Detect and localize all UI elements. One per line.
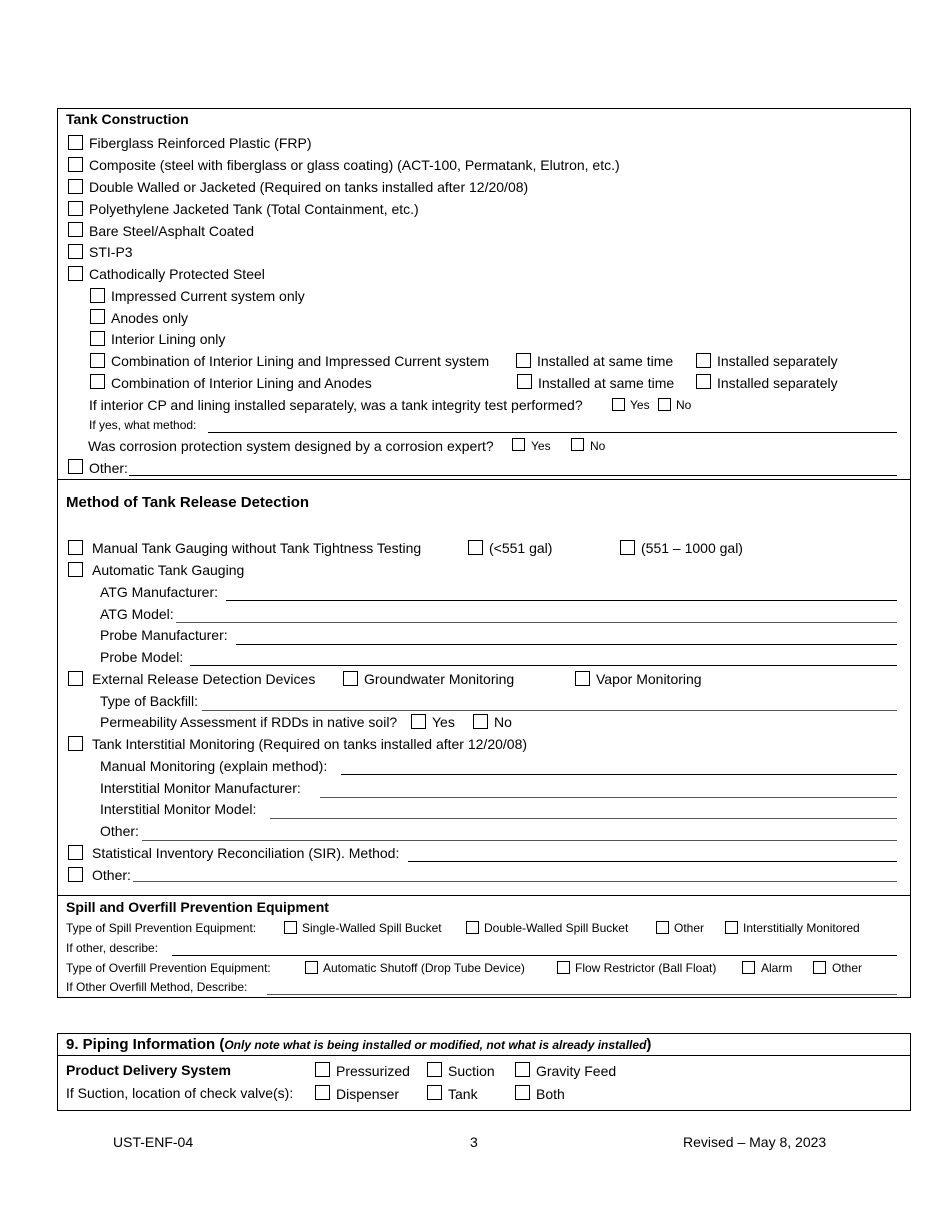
- spill-other-label: Other: [674, 921, 705, 935]
- interstitial-label: Tank Interstitial Monitoring (Required on tanks installed after 12/20/08): [92, 736, 528, 752]
- probe-manufacturer-label: Probe Manufacturer:: [100, 627, 228, 643]
- interstitially-label: Interstitially Monitored: [743, 921, 860, 935]
- interstitially-checkbox[interactable]: [725, 921, 738, 934]
- combo-impressed-checkbox[interactable]: [90, 353, 105, 368]
- permeability-label: Permeability Assessment if RDDs in native soil?: [100, 714, 398, 730]
- double-walled-bucket-checkbox[interactable]: [466, 921, 479, 934]
- external-checkbox[interactable]: [68, 671, 83, 686]
- flow-restrictor-checkbox[interactable]: [557, 961, 570, 974]
- suction-label: Suction: [448, 1063, 495, 1079]
- if-other-overfill-label: If Other Overfill Method, Describe:: [66, 980, 248, 994]
- piping-title-note: Only note what is being installed or modified, not what is already installed: [224, 1038, 647, 1052]
- both-label: Both: [536, 1086, 565, 1102]
- integrity-test-question: If interior CP and lining installed separately, was a tank integrity test performed?: [89, 397, 583, 413]
- anodes-only-checkbox[interactable]: [90, 309, 105, 324]
- alarm-label: Alarm: [761, 961, 793, 975]
- permeability-yes-checkbox[interactable]: [411, 714, 426, 729]
- probe-manufacturer-field[interactable]: [236, 644, 897, 645]
- manual-monitoring-field[interactable]: [341, 774, 897, 775]
- combo1-same-time-checkbox[interactable]: [516, 353, 531, 368]
- double-walled-bucket-label: Double-Walled Spill Bucket: [484, 921, 629, 935]
- footer-revised: Revised – May 8, 2023: [683, 1134, 827, 1150]
- interstitial-checkbox[interactable]: [68, 736, 83, 751]
- polyethylene-checkbox[interactable]: [68, 201, 83, 216]
- alarm-checkbox[interactable]: [742, 961, 755, 974]
- integrity-no-label: No: [676, 398, 692, 412]
- release-other-sub-field[interactable]: [142, 840, 897, 841]
- single-walled-checkbox[interactable]: [284, 921, 297, 934]
- combo1-separately-label: Installed separately: [717, 353, 838, 369]
- piping-title-main: 9. Piping Information (: [66, 1036, 225, 1053]
- construction-other-field[interactable]: [129, 475, 897, 476]
- footer-page-number: 3: [470, 1134, 478, 1150]
- interior-lining-label: Interior Lining only: [111, 331, 226, 347]
- atg-model-field[interactable]: [176, 622, 897, 623]
- im-manufacturer-label: Interstitial Monitor Manufacturer:: [100, 780, 301, 796]
- dispenser-checkbox[interactable]: [315, 1085, 330, 1100]
- pressurized-label: Pressurized: [336, 1063, 410, 1079]
- im-model-label: Interstitial Monitor Model:: [100, 801, 257, 817]
- both-checkbox[interactable]: [515, 1085, 530, 1100]
- sti-p3-label: STI-P3: [89, 244, 133, 260]
- tank-construction-title: Tank Construction: [66, 111, 189, 127]
- if-other-field[interactable]: [172, 955, 897, 956]
- overfill-other-label: Other: [832, 961, 863, 975]
- piping-title: [66, 1037, 651, 1053]
- expert-yes-label: Yes: [531, 439, 551, 453]
- spill-other-checkbox[interactable]: [656, 921, 669, 934]
- expert-no-label: No: [590, 439, 606, 453]
- combo2-same-time-label: Installed at same time: [538, 375, 675, 391]
- delivery-label: Product Delivery System: [66, 1062, 231, 1078]
- manual-gauging-checkbox[interactable]: [68, 540, 83, 555]
- suction-checkbox[interactable]: [427, 1062, 442, 1077]
- release-other-field[interactable]: [133, 881, 897, 882]
- probe-model-field[interactable]: [190, 665, 897, 666]
- interior-lining-checkbox[interactable]: [90, 331, 105, 346]
- integrity-no-checkbox[interactable]: [658, 398, 671, 411]
- auto-shutoff-label: Automatic Shutoff (Drop Tube Device): [323, 961, 525, 975]
- construction-other-checkbox[interactable]: [68, 459, 83, 474]
- combo1-same-time-label: Installed at same time: [537, 353, 674, 369]
- atg-checkbox[interactable]: [68, 562, 83, 577]
- vapor-label: Vapor Monitoring: [596, 671, 702, 687]
- manual-monitoring-label: Manual Monitoring (explain method):: [100, 758, 328, 774]
- tank-checkbox[interactable]: [427, 1085, 442, 1100]
- combo2-separately-checkbox[interactable]: [696, 374, 711, 389]
- cathodic-steel-label: Cathodically Protected Steel: [89, 266, 265, 282]
- sir-field[interactable]: [408, 861, 897, 862]
- im-model-field[interactable]: [270, 818, 897, 819]
- gravity-checkbox[interactable]: [515, 1062, 530, 1077]
- permeability-no-checkbox[interactable]: [473, 714, 488, 729]
- backfill-label: Type of Backfill:: [100, 693, 199, 709]
- backfill-field[interactable]: [202, 710, 897, 711]
- section-divider: [57, 895, 911, 896]
- impressed-current-checkbox[interactable]: [90, 288, 105, 303]
- polyethylene-label: Polyethylene Jacketed Tank (Total Containment, etc.): [89, 201, 419, 217]
- if-other-overfill-field[interactable]: [267, 994, 897, 995]
- probe-model-label: Probe Model:: [100, 649, 184, 665]
- check-valve-label: If Suction, location of check valve(s):: [66, 1085, 294, 1101]
- im-manufacturer-field[interactable]: [320, 797, 897, 798]
- vapor-checkbox[interactable]: [575, 671, 590, 686]
- pressurized-checkbox[interactable]: [315, 1062, 330, 1077]
- composite-checkbox[interactable]: [68, 157, 83, 172]
- overfill-type-label: Type of Overfill Prevention Equipment:: [66, 961, 271, 975]
- corrosion-expert-question: Was corrosion protection system designed by a corrosion expert?: [88, 438, 494, 454]
- combo2-same-time-checkbox[interactable]: [517, 374, 532, 389]
- integrity-yes-label: Yes: [630, 398, 650, 412]
- expert-no-checkbox[interactable]: [571, 438, 584, 451]
- piping-title-close: ): [646, 1036, 652, 1053]
- impressed-current-label: Impressed Current system only: [111, 288, 305, 304]
- sir-label: Statistical Inventory Reconciliation (SIR). Method:: [92, 845, 400, 861]
- bare-steel-label: Bare Steel/Asphalt Coated: [89, 223, 254, 239]
- double-walled-checkbox[interactable]: [68, 179, 83, 194]
- spill-type-label: Type of Spill Prevention Equipment:: [66, 921, 257, 935]
- dispenser-label: Dispenser: [336, 1086, 400, 1102]
- size-1000-label: (551 – 1000 gal): [641, 540, 743, 556]
- atg-manufacturer-label: ATG Manufacturer:: [100, 584, 219, 600]
- combo-anodes-checkbox[interactable]: [90, 374, 105, 389]
- method-label: If yes, what method:: [89, 418, 197, 432]
- auto-shutoff-checkbox[interactable]: [305, 961, 318, 974]
- anodes-only-label: Anodes only: [111, 310, 189, 326]
- footer-form-id: UST-ENF-04: [113, 1134, 194, 1150]
- atg-manufacturer-field[interactable]: [226, 600, 897, 601]
- combo-anodes-label: Combination of Interior Lining and Anodes: [111, 375, 372, 391]
- size-1000-checkbox[interactable]: [620, 540, 635, 555]
- size-551-label: (<551 gal): [489, 540, 553, 556]
- gravity-label: Gravity Feed: [536, 1063, 617, 1079]
- external-label: External Release Detection Devices: [92, 671, 316, 687]
- combo2-separately-label: Installed separately: [717, 375, 838, 391]
- sti-p3-checkbox[interactable]: [68, 244, 83, 259]
- manual-gauging-label: Manual Tank Gauging without Tank Tightness Testing: [92, 540, 422, 556]
- permeability-yes-label: Yes: [432, 714, 455, 730]
- frp-checkbox[interactable]: [68, 135, 83, 150]
- groundwater-checkbox[interactable]: [343, 671, 358, 686]
- spill-title: Spill and Overfill Prevention Equipment: [66, 899, 329, 915]
- expert-yes-checkbox[interactable]: [512, 438, 525, 451]
- bare-steel-checkbox[interactable]: [68, 222, 83, 237]
- flow-restrictor-label: Flow Restrictor (Ball Float): [575, 961, 717, 975]
- atg-label: Automatic Tank Gauging: [92, 562, 245, 578]
- single-walled-label: Single-Walled Spill Bucket: [302, 921, 442, 935]
- overfill-other-checkbox[interactable]: [813, 961, 826, 974]
- sir-checkbox[interactable]: [68, 845, 83, 860]
- if-other-label: If other, describe:: [66, 941, 159, 955]
- piping-divider: [57, 1055, 911, 1056]
- permeability-no-label: No: [494, 714, 512, 730]
- combo1-separately-checkbox[interactable]: [696, 353, 711, 368]
- release-detection-title: Method of Tank Release Detection: [66, 494, 310, 511]
- release-other-sub-label: Other:: [100, 823, 139, 839]
- release-other-label: Other:: [92, 867, 131, 883]
- method-field[interactable]: [208, 432, 897, 433]
- combo-impressed-label: Combination of Interior Lining and Impressed Current system: [111, 353, 490, 369]
- composite-label: Composite (steel with fiberglass or glass coating) (ACT-100, Permatank, Elutron, etc.): [89, 157, 620, 173]
- section-divider: [57, 479, 911, 480]
- release-other-checkbox[interactable]: [68, 867, 83, 882]
- integrity-yes-checkbox[interactable]: [612, 398, 625, 411]
- cathodic-steel-checkbox[interactable]: [68, 266, 83, 281]
- construction-other-label: Other:: [89, 460, 128, 476]
- atg-model-label: ATG Model:: [100, 606, 174, 622]
- double-walled-label: Double Walled or Jacketed (Required on tanks installed after 12/20/08): [89, 179, 529, 195]
- size-551-checkbox[interactable]: [468, 540, 483, 555]
- tank-label: Tank: [448, 1086, 478, 1102]
- groundwater-label: Groundwater Monitoring: [364, 671, 515, 687]
- frp-label: Fiberglass Reinforced Plastic (FRP): [89, 135, 312, 151]
